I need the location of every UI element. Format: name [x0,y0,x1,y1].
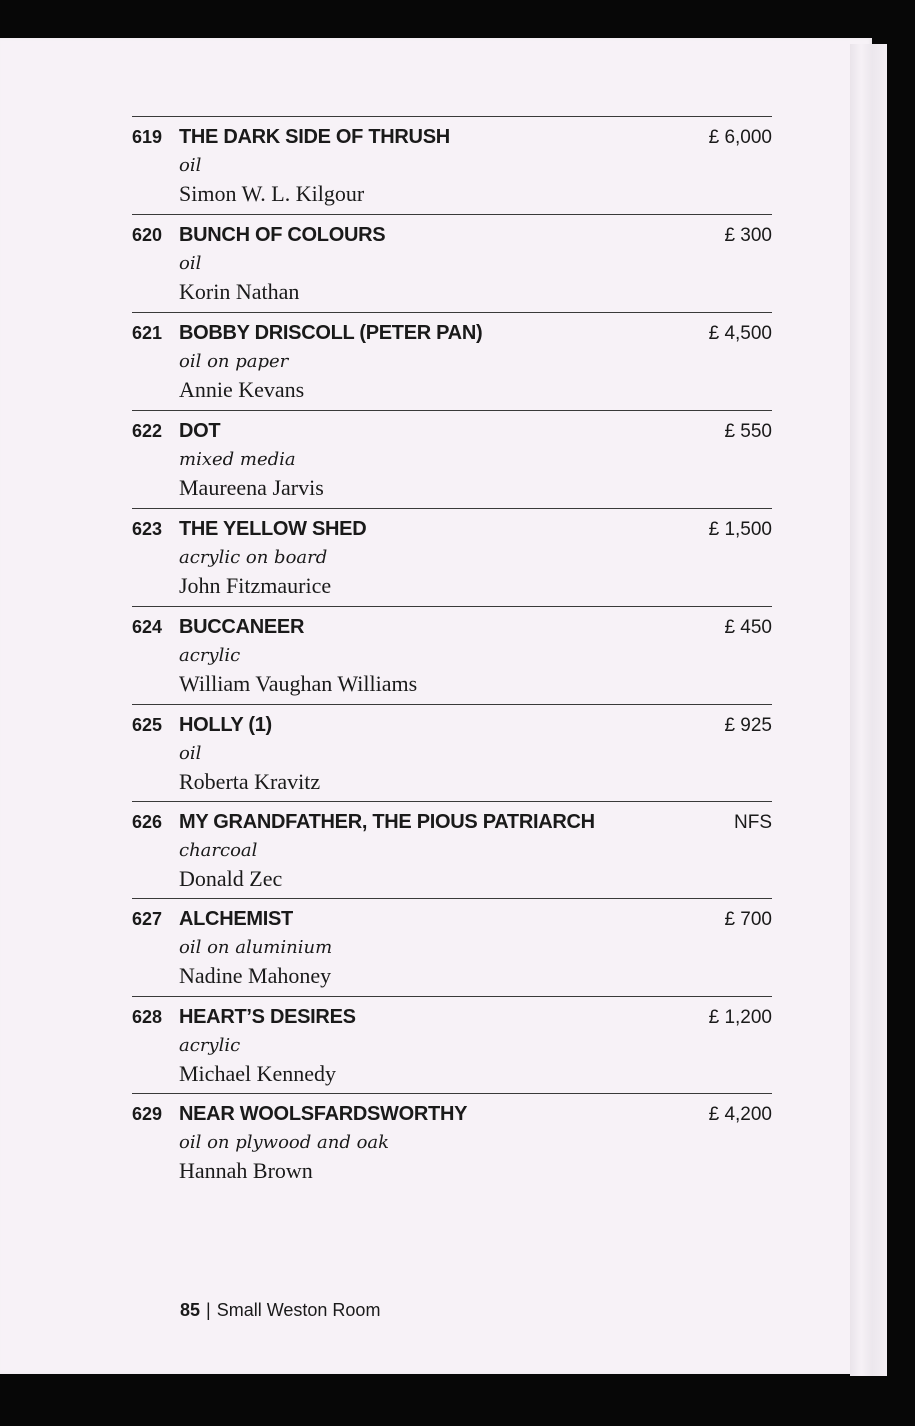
entry-artist: William Vaughan Williams [179,671,418,696]
entry-number: 621 [132,323,163,343]
entry-title: THE YELLOW SHED [179,518,367,540]
entry-medium: oil on paper [179,351,289,372]
entry-price: £ 550 [724,421,772,442]
entry-medium: oil on plywood and oak [179,1132,390,1153]
entry-number: 629 [132,1104,163,1124]
entry-artist: Nadine Mahoney [179,963,332,988]
entry-artist: Michael Kennedy [179,1061,336,1086]
entry-medium: oil [179,253,202,274]
entry-medium: charcoal [179,840,258,861]
entry-number: 623 [132,519,163,539]
entry-medium: acrylic on board [179,547,328,568]
entry-title: MY GRANDFATHER, THE PIOUS PATRIARCH [179,811,595,833]
entry-title: BUNCH OF COLOURS [179,224,386,246]
entry-medium: acrylic [179,1035,241,1056]
entry-number: 622 [132,421,163,441]
entry-number: 624 [132,617,163,637]
entry-number: 628 [132,1007,163,1027]
entry-medium: oil [179,155,202,176]
entry-title: DOT [179,420,221,442]
entry-price: £ 925 [724,715,772,736]
entry-medium: acrylic [179,645,241,666]
entry-number: 626 [132,812,163,832]
entry-artist: Simon W. L. Kilgour [179,181,365,206]
entry-price: NFS [734,812,772,833]
page-edge [850,44,887,1376]
entry-artist: Roberta Kravitz [179,769,321,794]
footer-separator: | [206,1300,211,1320]
entry-title: THE DARK SIDE OF THRUSH [179,126,450,148]
entry-artist: Donald Zec [179,866,283,891]
section-name: Small Weston Room [216,1300,381,1320]
entry-price: £ 6,000 [708,127,772,148]
entry-price: £ 1,200 [708,1007,772,1028]
entry-number: 619 [132,127,163,147]
entry-price: £ 4,500 [708,323,772,344]
entry-medium: mixed media [179,449,296,470]
catalogue-entry-626 [132,801,772,900]
catalogue-entry-624 [132,606,772,705]
entry-medium: oil [179,743,202,764]
catalogue-entry-619 [132,116,772,215]
entry-artist: Annie Kevans [179,377,305,402]
entry-artist: Hannah Brown [179,1158,313,1183]
page-footer [180,1300,380,1321]
entry-number: 627 [132,909,163,929]
entry-price: £ 4,200 [708,1104,772,1125]
entry-price: £ 450 [724,617,772,638]
catalogue-entry-629 [132,1093,772,1192]
entry-medium: oil on aluminium [179,937,333,958]
entry-artist: John Fitzmaurice [179,573,332,598]
entry-title: ALCHEMIST [179,908,293,930]
entry-price: £ 700 [724,909,772,930]
catalogue-entry-627 [132,898,772,997]
entry-price: £ 300 [724,225,772,246]
entry-artist: Maureena Jarvis [179,475,324,500]
catalogue-entry-620 [132,214,772,313]
entry-number: 625 [132,715,163,735]
catalogue-entry-622 [132,410,772,509]
entry-artist: Korin Nathan [179,279,300,304]
entry-price: £ 1,500 [708,519,772,540]
entry-title: BUCCANEER [179,616,305,638]
entry-title: NEAR WOOLSFARDSWORTHY [179,1103,468,1125]
entry-number: 620 [132,225,163,245]
page-number: 85 [180,1300,201,1320]
catalogue-entry-628 [132,996,772,1095]
catalogue-entry-623 [132,508,772,607]
catalogue-entry-621 [132,312,772,411]
entry-title: BOBBY DRISCOLL (PETER PAN) [179,322,483,344]
catalogue-entry-625 [132,704,772,803]
entry-title: HOLLY (1) [179,714,272,736]
entry-title: HEART’S DESIRES [179,1006,356,1028]
